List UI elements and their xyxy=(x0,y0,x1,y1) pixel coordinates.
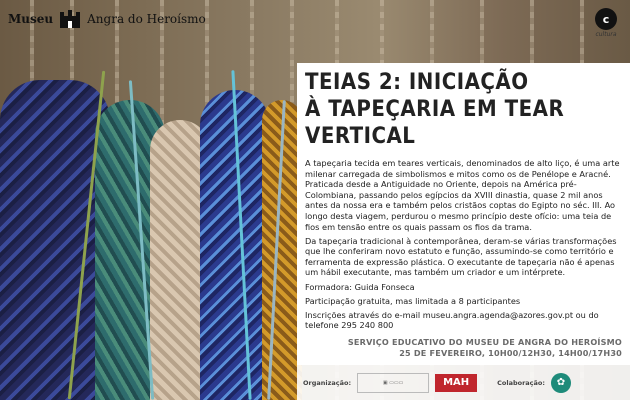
title-line-1: TEIAS 2: INICIAÇÃO xyxy=(305,70,529,95)
logo-museu-text: Museu xyxy=(8,12,54,26)
description-paragraph-2: Da tapeçaria tradicional à contemporânea, deram-se várias transformações que lhe conferiram novo estatuto e função, assumindo-se como território e ferramenta de expressão plástica. O executante de tapeçaria não é apenas um hábil executante, mas também um criador e um intérprete. xyxy=(305,235,617,278)
blue-yarn-band xyxy=(0,80,110,400)
info-panel xyxy=(297,63,630,365)
cultura-logo xyxy=(592,8,620,44)
registration-line: Inscrições através do e-mail museu.angra.agenda@azores.gov.pt ou do telefone 295 240 800 xyxy=(305,309,599,331)
collaborator-logo-icon: ✿ xyxy=(551,373,571,393)
organizacao-label: Organização: xyxy=(303,378,352,387)
colaboracao-label: Colaboração: xyxy=(497,378,545,387)
poster-body xyxy=(305,158,622,331)
cultura-badge-icon: c xyxy=(595,8,617,30)
title-line-2: À TAPEÇARIA EM TEAR VERTICAL xyxy=(305,97,565,149)
poster-title xyxy=(305,69,622,150)
cultura-text: cultura xyxy=(595,31,617,38)
service-line-2: 25 DE FEVEREIRO, 10H00/12H30, 14H00/17H30 xyxy=(399,347,622,358)
description-paragraph-1: A tapeçaria tecida em teares verticais, denominados de alto liço, é uma arte milenar carregada de simbolismos e mitos como os de Penélope e Aracné. Praticada desde a Antiguidade no Oriente, depois na América pré-Colombiana, passando pelos egípcios da XVIII dinastia, quase 2 mil anos antes da nossa era e também pelos cristãos coptas do Egipto no séc. III. Ao longo desta viagem, perdurou o mesmo princípio deste ofício: uma teia de fios em tensão entre os quais passam os fios da trama. xyxy=(305,158,620,232)
logo-angra-text: Angra do Heroísmo xyxy=(87,12,206,26)
government-logo: ▣ ▭▭▭ xyxy=(357,373,429,393)
castle-icon xyxy=(59,10,81,28)
service-line-1: SERVIÇO EDUCATIVO DO MUSEU DE ANGRA DO HEROÍSMO xyxy=(347,336,622,347)
museum-logo xyxy=(8,6,206,32)
sponsors-bar xyxy=(297,365,630,400)
participation-line: Participação gratuita, mas limitada a 8 participantes xyxy=(305,295,521,306)
service-block xyxy=(305,337,622,359)
trainer-line: Formadora: Guida Fonseca xyxy=(305,281,415,292)
mah-logo: MAH xyxy=(435,374,477,392)
